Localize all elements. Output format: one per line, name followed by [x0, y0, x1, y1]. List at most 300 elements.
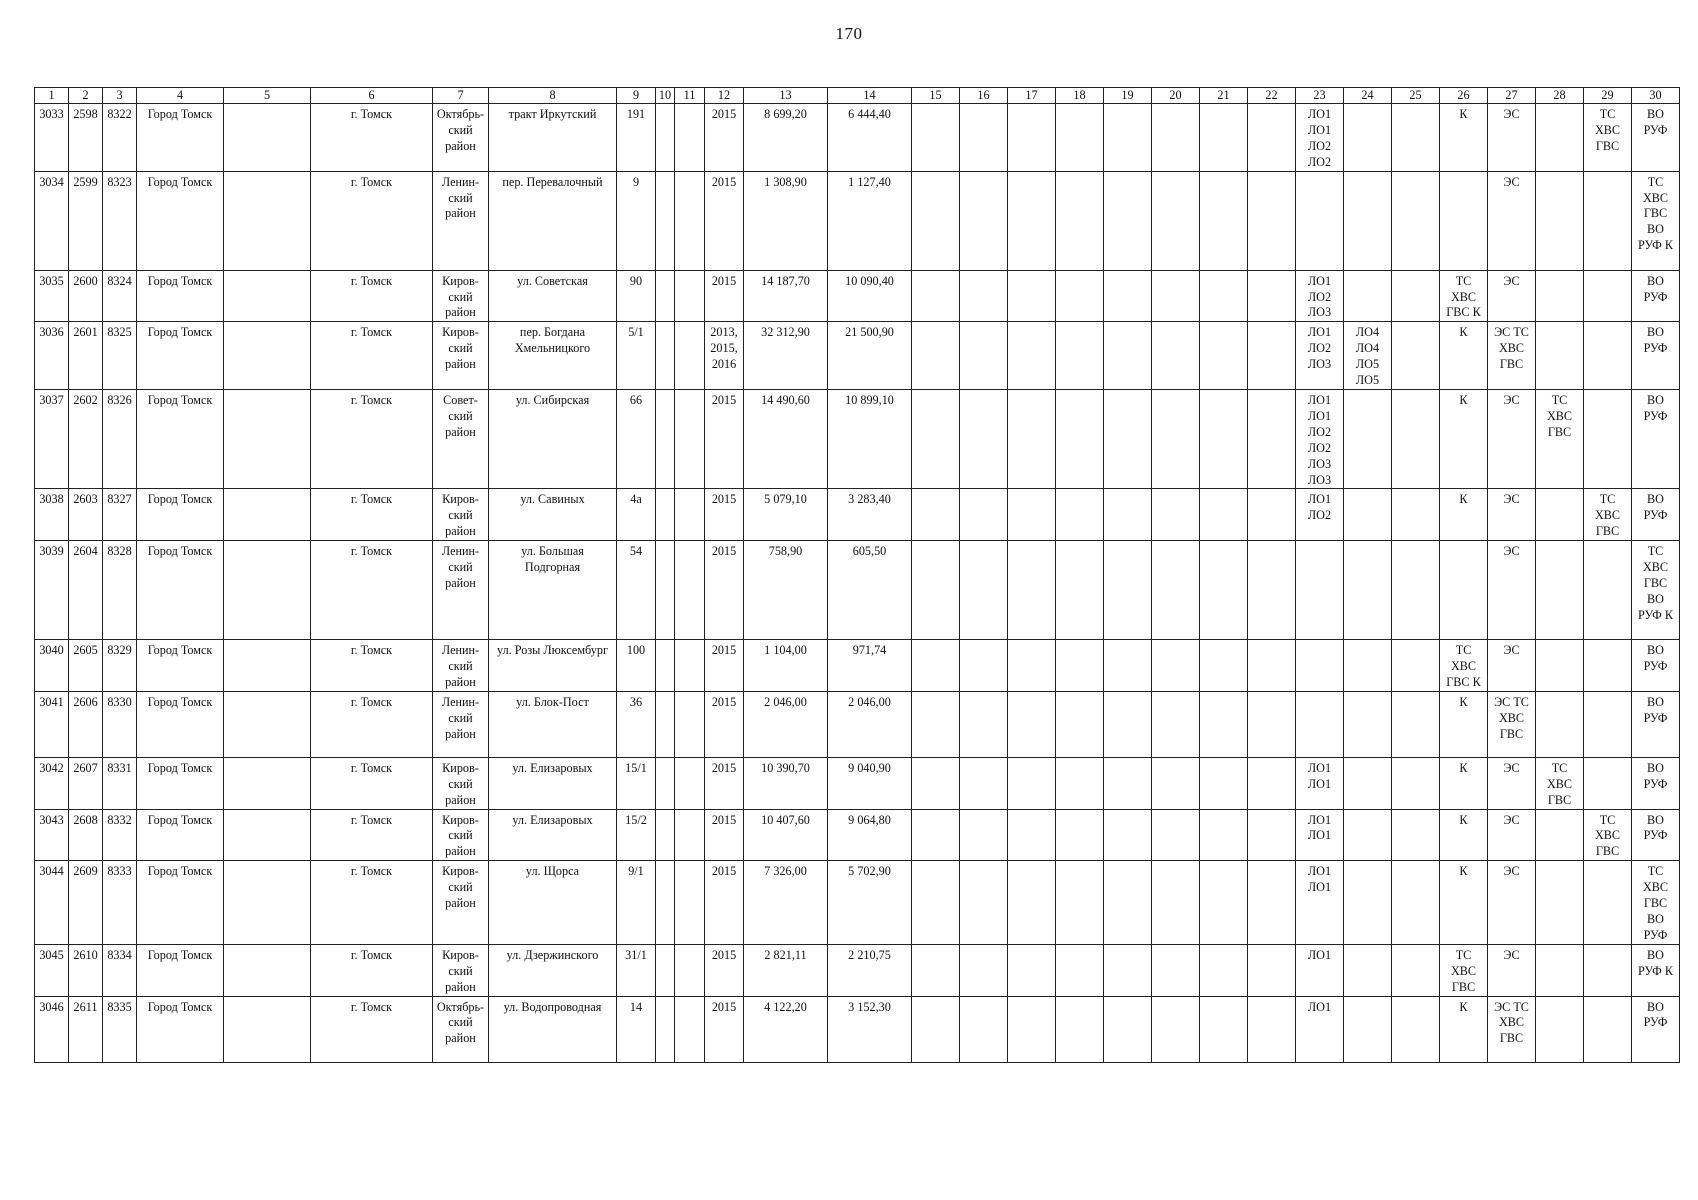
works-code-b-cell: [1344, 541, 1392, 640]
works-code-f-cell: [1584, 757, 1632, 809]
cell-cell: [960, 861, 1008, 945]
cell-cell: [1104, 757, 1152, 809]
works-code-c-cell: ТС ХВС ГВС К: [1440, 640, 1488, 692]
works-code-e-cell: [1536, 541, 1584, 640]
total-area-cell: 32 312,90: [744, 322, 828, 390]
cell-cell: [1392, 322, 1440, 390]
record-id-cell: 2603: [69, 489, 103, 541]
district-cell: Совет- ский район: [433, 389, 489, 488]
object-code-cell: 8323: [103, 171, 137, 270]
district-cell: Киров- ский район: [433, 809, 489, 861]
cell-cell: [1104, 861, 1152, 945]
year-cell: 2015: [705, 171, 744, 270]
works-code-f-cell: [1584, 270, 1632, 322]
record-id-cell: 2602: [69, 389, 103, 488]
works-code-g-cell: ТС ХВС ГВС ВО РУФ К: [1632, 541, 1680, 640]
cell-cell: [656, 270, 675, 322]
works-code-d-cell: ЭС: [1488, 389, 1536, 488]
cell-cell: [1200, 757, 1248, 809]
cell-cell: [675, 389, 705, 488]
works-code-c-cell: К: [1440, 389, 1488, 488]
cell-cell: [912, 389, 960, 488]
settlement-cell-cell: [224, 640, 311, 692]
cell-cell: [960, 104, 1008, 172]
record-id-cell: 2609: [69, 861, 103, 945]
municipality-cell: Город Томск: [137, 996, 224, 1062]
residential-area-cell: 1 127,40: [828, 171, 912, 270]
district-cell: Ленин- ский район: [433, 171, 489, 270]
column-header-6: 6: [311, 88, 433, 104]
cell-cell: [656, 809, 675, 861]
works-code-b-cell: [1344, 171, 1392, 270]
row-number-cell: 3038: [35, 489, 69, 541]
settlement-cell-cell: [224, 809, 311, 861]
cell-cell: [912, 757, 960, 809]
cell-cell: [1008, 861, 1056, 945]
works-code-a-cell: ЛО1 ЛО1 ЛО2 ЛО2 ЛО3 ЛО3: [1296, 389, 1344, 488]
settlement-cell-cell: [224, 270, 311, 322]
row-number-cell: 3034: [35, 171, 69, 270]
cell-cell: [1200, 389, 1248, 488]
cell-cell: [912, 691, 960, 757]
works-code-b-cell: [1344, 270, 1392, 322]
locality-cell: г. Томск: [311, 104, 433, 172]
cell-cell: [1200, 171, 1248, 270]
cell-cell: [675, 640, 705, 692]
house-number-cell: 15/1: [617, 757, 656, 809]
total-area-cell: 8 699,20: [744, 104, 828, 172]
district-cell: Октябрь- ский район: [433, 104, 489, 172]
cell-cell: [656, 996, 675, 1062]
object-code-cell: 8334: [103, 944, 137, 996]
street-cell: пер. Богдана Хмельницкого: [489, 322, 617, 390]
locality-cell: г. Томск: [311, 270, 433, 322]
column-header-5: 5: [224, 88, 311, 104]
works-code-f-cell: [1584, 691, 1632, 757]
municipality-cell: Город Томск: [137, 861, 224, 945]
house-number-cell: 5/1: [617, 322, 656, 390]
works-code-e-cell: [1536, 270, 1584, 322]
table-row: [35, 322, 1680, 390]
settlement-cell-cell: [224, 489, 311, 541]
cell-cell: [1008, 489, 1056, 541]
cell-cell: [1200, 270, 1248, 322]
table-row: [35, 171, 1680, 270]
municipality-cell: Город Томск: [137, 757, 224, 809]
cell-cell: [960, 322, 1008, 390]
cell-cell: [1248, 541, 1296, 640]
works-code-a-cell: [1296, 640, 1344, 692]
works-code-c-cell: [1440, 541, 1488, 640]
cell-cell: [656, 541, 675, 640]
cell-cell: [1200, 691, 1248, 757]
cell-cell: [675, 757, 705, 809]
cell-cell: [675, 104, 705, 172]
registry-table: [34, 87, 1680, 1063]
works-code-g-cell: ВО РУФ: [1632, 389, 1680, 488]
works-code-b-cell: [1344, 861, 1392, 945]
house-number-cell: 66: [617, 389, 656, 488]
cell-cell: [656, 171, 675, 270]
works-code-d-cell: ЭС: [1488, 541, 1536, 640]
cell-cell: [1104, 640, 1152, 692]
settlement-cell-cell: [224, 757, 311, 809]
cell-cell: [960, 171, 1008, 270]
table-row: [35, 944, 1680, 996]
residential-area-cell: 21 500,90: [828, 322, 912, 390]
column-header-19: 19: [1104, 88, 1152, 104]
year-cell: 2015: [705, 944, 744, 996]
record-id-cell: 2608: [69, 809, 103, 861]
works-code-a-cell: ЛО1 ЛО1 ЛО2 ЛО2: [1296, 104, 1344, 172]
works-code-a-cell: ЛО1 ЛО1: [1296, 809, 1344, 861]
district-cell: Киров- ский район: [433, 944, 489, 996]
cell-cell: [1248, 757, 1296, 809]
column-header-12: 12: [705, 88, 744, 104]
column-header-10: 10: [656, 88, 675, 104]
cell-cell: [656, 104, 675, 172]
cell-cell: [1152, 640, 1200, 692]
municipality-cell: Город Томск: [137, 322, 224, 390]
year-cell: 2015: [705, 104, 744, 172]
street-cell: ул. Сибирская: [489, 389, 617, 488]
works-code-d-cell: ЭС: [1488, 489, 1536, 541]
works-code-c-cell: ТС ХВС ГВС К: [1440, 270, 1488, 322]
cell-cell: [1008, 389, 1056, 488]
year-cell: 2015: [705, 861, 744, 945]
row-number-cell: 3040: [35, 640, 69, 692]
cell-cell: [912, 322, 960, 390]
cell-cell: [1200, 996, 1248, 1062]
column-header-11: 11: [675, 88, 705, 104]
works-code-d-cell: ЭС: [1488, 757, 1536, 809]
works-code-a-cell: ЛО1: [1296, 996, 1344, 1062]
works-code-g-cell: ВО РУФ: [1632, 691, 1680, 757]
district-cell: Ленин- ский район: [433, 691, 489, 757]
cell-cell: [1392, 996, 1440, 1062]
works-code-d-cell: ЭС ТС ХВС ГВС: [1488, 996, 1536, 1062]
object-code-cell: 8332: [103, 809, 137, 861]
cell-cell: [1056, 171, 1104, 270]
cell-cell: [675, 171, 705, 270]
district-cell: Киров- ский район: [433, 861, 489, 945]
cell-cell: [1056, 640, 1104, 692]
row-number-cell: 3033: [35, 104, 69, 172]
object-code-cell: 8324: [103, 270, 137, 322]
works-code-e-cell: [1536, 809, 1584, 861]
works-code-b-cell: [1344, 996, 1392, 1062]
cell-cell: [1056, 104, 1104, 172]
record-id-cell: 2606: [69, 691, 103, 757]
works-code-d-cell: ЭС: [1488, 944, 1536, 996]
locality-cell: г. Томск: [311, 640, 433, 692]
settlement-cell-cell: [224, 541, 311, 640]
table-row: [35, 389, 1680, 488]
cell-cell: [1392, 489, 1440, 541]
works-code-b-cell: [1344, 489, 1392, 541]
cell-cell: [1104, 171, 1152, 270]
column-number-row: [35, 88, 1680, 104]
residential-area-cell: 605,50: [828, 541, 912, 640]
residential-area-cell: 971,74: [828, 640, 912, 692]
column-header-22: 22: [1248, 88, 1296, 104]
total-area-cell: 10 390,70: [744, 757, 828, 809]
cell-cell: [1200, 104, 1248, 172]
works-code-a-cell: [1296, 691, 1344, 757]
cell-cell: [675, 270, 705, 322]
year-cell: 2015: [705, 389, 744, 488]
cell-cell: [1008, 270, 1056, 322]
cell-cell: [1056, 757, 1104, 809]
object-code-cell: 8322: [103, 104, 137, 172]
column-header-16: 16: [960, 88, 1008, 104]
cell-cell: [1152, 541, 1200, 640]
locality-cell: г. Томск: [311, 757, 433, 809]
locality-cell: г. Томск: [311, 944, 433, 996]
residential-area-cell: 2 046,00: [828, 691, 912, 757]
total-area-cell: 758,90: [744, 541, 828, 640]
house-number-cell: 9: [617, 171, 656, 270]
total-area-cell: 4 122,20: [744, 996, 828, 1062]
municipality-cell: Город Томск: [137, 944, 224, 996]
works-code-d-cell: ЭС: [1488, 809, 1536, 861]
works-code-f-cell: [1584, 996, 1632, 1062]
column-header-3: 3: [103, 88, 137, 104]
column-header-14: 14: [828, 88, 912, 104]
row-number-cell: 3037: [35, 389, 69, 488]
record-id-cell: 2610: [69, 944, 103, 996]
works-code-b-cell: [1344, 104, 1392, 172]
object-code-cell: 8330: [103, 691, 137, 757]
cell-cell: [1248, 104, 1296, 172]
works-code-g-cell: ТС ХВС ГВС ВО РУФ: [1632, 861, 1680, 945]
settlement-cell-cell: [224, 691, 311, 757]
cell-cell: [1104, 691, 1152, 757]
municipality-cell: Город Томск: [137, 389, 224, 488]
cell-cell: [1008, 944, 1056, 996]
cell-cell: [960, 640, 1008, 692]
works-code-c-cell: К: [1440, 757, 1488, 809]
year-cell: 2015: [705, 270, 744, 322]
cell-cell: [960, 541, 1008, 640]
table-row: [35, 861, 1680, 945]
cell-cell: [960, 489, 1008, 541]
settlement-cell-cell: [224, 389, 311, 488]
cell-cell: [1248, 389, 1296, 488]
cell-cell: [960, 691, 1008, 757]
cell-cell: [1392, 104, 1440, 172]
cell-cell: [1008, 104, 1056, 172]
house-number-cell: 9/1: [617, 861, 656, 945]
cell-cell: [1056, 489, 1104, 541]
works-code-d-cell: ЭС ТС ХВС ГВС: [1488, 322, 1536, 390]
cell-cell: [675, 996, 705, 1062]
row-number-cell: 3045: [35, 944, 69, 996]
cell-cell: [1104, 389, 1152, 488]
municipality-cell: Город Томск: [137, 640, 224, 692]
cell-cell: [1248, 996, 1296, 1062]
works-code-c-cell: К: [1440, 861, 1488, 945]
year-cell: 2015: [705, 489, 744, 541]
record-id-cell: 2611: [69, 996, 103, 1062]
cell-cell: [1248, 640, 1296, 692]
year-cell: 2015: [705, 541, 744, 640]
residential-area-cell: 6 444,40: [828, 104, 912, 172]
works-code-b-cell: [1344, 691, 1392, 757]
cell-cell: [1248, 270, 1296, 322]
table-row: [35, 489, 1680, 541]
object-code-cell: 8325: [103, 322, 137, 390]
cell-cell: [1200, 861, 1248, 945]
cell-cell: [1008, 640, 1056, 692]
municipality-cell: Город Томск: [137, 104, 224, 172]
cell-cell: [912, 489, 960, 541]
works-code-e-cell: [1536, 691, 1584, 757]
column-header-13: 13: [744, 88, 828, 104]
cell-cell: [912, 996, 960, 1062]
street-cell: ул. Савиных: [489, 489, 617, 541]
works-code-a-cell: ЛО1 ЛО1: [1296, 861, 1344, 945]
cell-cell: [1248, 809, 1296, 861]
cell-cell: [1152, 489, 1200, 541]
cell-cell: [1056, 996, 1104, 1062]
cell-cell: [1152, 809, 1200, 861]
district-cell: Киров- ский район: [433, 322, 489, 390]
cell-cell: [1008, 809, 1056, 861]
works-code-e-cell: [1536, 171, 1584, 270]
row-number-cell: 3039: [35, 541, 69, 640]
column-header-18: 18: [1056, 88, 1104, 104]
column-header-24: 24: [1344, 88, 1392, 104]
municipality-cell: Город Томск: [137, 171, 224, 270]
locality-cell: г. Томск: [311, 389, 433, 488]
cell-cell: [1152, 861, 1200, 945]
works-code-a-cell: ЛО1: [1296, 944, 1344, 996]
street-cell: ул. Дзержинского: [489, 944, 617, 996]
works-code-c-cell: К: [1440, 809, 1488, 861]
works-code-f-cell: [1584, 861, 1632, 945]
cell-cell: [1152, 322, 1200, 390]
works-code-g-cell: ВО РУФ: [1632, 757, 1680, 809]
cell-cell: [1152, 691, 1200, 757]
column-header-29: 29: [1584, 88, 1632, 104]
works-code-d-cell: ЭС: [1488, 104, 1536, 172]
cell-cell: [656, 757, 675, 809]
cell-cell: [1248, 489, 1296, 541]
street-cell: ул. Блок-Пост: [489, 691, 617, 757]
works-code-g-cell: ВО РУФ: [1632, 809, 1680, 861]
works-code-c-cell: К: [1440, 104, 1488, 172]
residential-area-cell: 10 090,40: [828, 270, 912, 322]
cell-cell: [656, 861, 675, 945]
works-code-d-cell: ЭС: [1488, 270, 1536, 322]
house-number-cell: 54: [617, 541, 656, 640]
cell-cell: [1200, 541, 1248, 640]
settlement-cell-cell: [224, 322, 311, 390]
house-number-cell: 4а: [617, 489, 656, 541]
cell-cell: [1200, 809, 1248, 861]
object-code-cell: 8329: [103, 640, 137, 692]
works-code-b-cell: ЛО4 ЛО4 ЛО5 ЛО5: [1344, 322, 1392, 390]
column-header-20: 20: [1152, 88, 1200, 104]
cell-cell: [1056, 691, 1104, 757]
cell-cell: [912, 171, 960, 270]
works-code-e-cell: [1536, 104, 1584, 172]
total-area-cell: 14 187,70: [744, 270, 828, 322]
object-code-cell: 8326: [103, 389, 137, 488]
cell-cell: [1104, 322, 1152, 390]
works-code-f-cell: ТС ХВС ГВС: [1584, 489, 1632, 541]
works-code-c-cell: ТС ХВС ГВС: [1440, 944, 1488, 996]
object-code-cell: 8333: [103, 861, 137, 945]
works-code-a-cell: [1296, 171, 1344, 270]
column-header-27: 27: [1488, 88, 1536, 104]
municipality-cell: Город Томск: [137, 541, 224, 640]
year-cell: 2015: [705, 809, 744, 861]
total-area-cell: 10 407,60: [744, 809, 828, 861]
settlement-cell-cell: [224, 104, 311, 172]
cell-cell: [656, 389, 675, 488]
cell-cell: [1248, 944, 1296, 996]
street-cell: ул. Большая Подгорная: [489, 541, 617, 640]
total-area-cell: 14 490,60: [744, 389, 828, 488]
works-code-a-cell: ЛО1 ЛО2 ЛО3: [1296, 322, 1344, 390]
cell-cell: [675, 322, 705, 390]
year-cell: 2015: [705, 996, 744, 1062]
cell-cell: [1392, 270, 1440, 322]
cell-cell: [1248, 691, 1296, 757]
works-code-a-cell: ЛО1 ЛО2 ЛО3: [1296, 270, 1344, 322]
works-code-b-cell: [1344, 389, 1392, 488]
works-code-a-cell: ЛО1 ЛО1: [1296, 757, 1344, 809]
cell-cell: [1104, 809, 1152, 861]
total-area-cell: 2 821,11: [744, 944, 828, 996]
cell-cell: [1392, 171, 1440, 270]
cell-cell: [1104, 996, 1152, 1062]
cell-cell: [960, 944, 1008, 996]
cell-cell: [912, 104, 960, 172]
object-code-cell: 8335: [103, 996, 137, 1062]
cell-cell: [1248, 171, 1296, 270]
table-row: [35, 809, 1680, 861]
residential-area-cell: 3 152,30: [828, 996, 912, 1062]
residential-area-cell: 9 064,80: [828, 809, 912, 861]
street-cell: ул. Елизаровых: [489, 757, 617, 809]
cell-cell: [1392, 691, 1440, 757]
cell-cell: [1104, 541, 1152, 640]
page-number: 170: [835, 24, 863, 43]
locality-cell: г. Томск: [311, 171, 433, 270]
works-code-c-cell: [1440, 171, 1488, 270]
works-code-b-cell: [1344, 640, 1392, 692]
column-header-7: 7: [433, 88, 489, 104]
table-row: [35, 691, 1680, 757]
house-number-cell: 191: [617, 104, 656, 172]
street-cell: тракт Иркутский: [489, 104, 617, 172]
residential-area-cell: 10 899,10: [828, 389, 912, 488]
house-number-cell: 100: [617, 640, 656, 692]
works-code-b-cell: [1344, 809, 1392, 861]
table-row: [35, 996, 1680, 1062]
total-area-cell: 1 104,00: [744, 640, 828, 692]
works-code-f-cell: [1584, 640, 1632, 692]
residential-area-cell: 3 283,40: [828, 489, 912, 541]
year-cell: 2015: [705, 640, 744, 692]
column-header-2: 2: [69, 88, 103, 104]
locality-cell: г. Томск: [311, 809, 433, 861]
cell-cell: [1056, 861, 1104, 945]
column-header-25: 25: [1392, 88, 1440, 104]
